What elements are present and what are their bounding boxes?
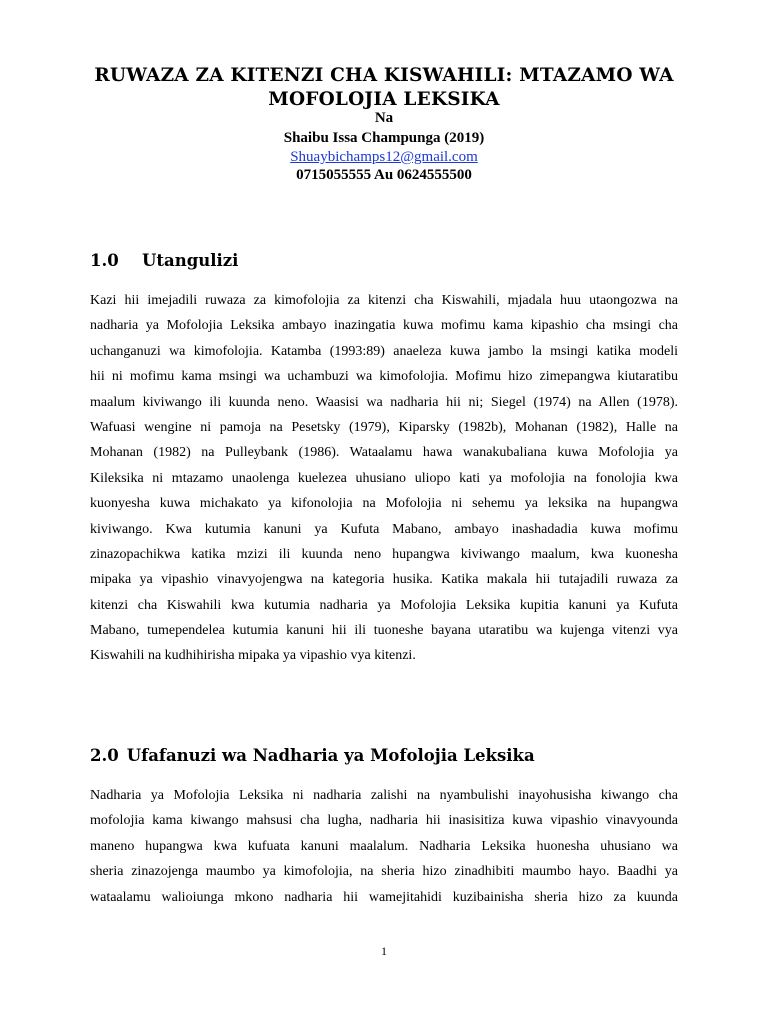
paragraph-line: nadharia ya Mofolojia Leksika ambayo inazingatia kuwa mofimu kama kipashio cha msingi cha: [90, 318, 678, 334]
paragraph-line: maneno hupangwa kwa kufuata kanuni maalalum. Nadharia Leksika huonesha uhusiano wa: [90, 838, 678, 854]
author-email-line: [60, 149, 708, 166]
title-line-2: MOFOLOJIA LEKSIKA: [268, 89, 500, 110]
paragraph-line: Kileksika ni mtazamo unaolenga kuelezea uhusiano uliopo kati ya mofolojia na fonolojia kwa: [90, 470, 678, 486]
author-email-link[interactable]: Shuaybichamps12@gmail.com: [290, 149, 478, 165]
author-phone: 0715055555 Au 0624555500: [296, 167, 472, 183]
paragraph-line: wataalamu walioiunga mkono nadharia hii wamejitahidi kuzibainisha sheria hizo za kuunda: [90, 889, 678, 905]
paragraph-line: kiviwango. Kwa kutumia kanuni ya Kufuta Mabano, ambayo inashadadia kuwa mofimu: [90, 521, 678, 537]
paragraph-line: zinazopachikwa katika mzizi ili kuunda neno hupangwa kiviwango maalum, kwa kuonesha: [90, 546, 678, 562]
paragraph-line: uchanganuzi wa kimofolojia. Katamba (1993:89) anaeleza kuwa jambo la msingi katika modeli: [90, 343, 678, 359]
section-2-title: Ufafanuzi wa Nadharia ya Mofolojia Leksika: [126, 746, 535, 765]
paragraph-line: kitenzi cha Kiswahili kwa kutumia nadharia ya Mofolojia Leksika kupitia kanuni ya Kufuta: [90, 597, 678, 613]
paragraph-line: Kiswahili na kudhihirisha mipaka ya vipashio vya kitenzi.: [90, 648, 416, 664]
paragraph-line: Nadharia ya Mofolojia Leksika ni nadharia zalishi na nyambulishi inayohusisha kiwango cha: [90, 788, 678, 803]
section-2-paragraph: [90, 783, 678, 910]
section-2-heading: [90, 746, 535, 766]
section-1-number: 1.0: [90, 251, 119, 270]
section-2-number-rest: .0: [101, 746, 119, 765]
paragraph-line: sheria zinazojenga maumbo ya kimofolojia, na sheria hizo zinadhibiti maumbo hayo. Baadhi ya: [90, 864, 678, 880]
paragraph-line: mipaka ya vipashio vinavyojengwa na kategoria husika. Katika makala hii tutajadili ruwaza za: [90, 572, 678, 588]
author-name: Shaibu Issa Champunga (2019): [283, 130, 485, 146]
document-title: [60, 64, 708, 112]
paragraph-line: Wafuasi wengine ni pamoja na Pesetsky (1979), Kiparsky (1982b), Mohanan (1982), Halle na: [90, 419, 678, 435]
paragraph-line: hii ni mofimu kama msingi wa uchambuzi wa kimofolojia. Mofimu hizo zimepangwa kiutaratibu: [90, 369, 678, 385]
paragraph-line: maalum kiviwango ili kuunda neno. Waasisi wa nadharia hii ni; Siegel (1974) na Allen (1978).: [90, 394, 678, 410]
paragraph-line: mofolojia kama kiwango mahsusi cha lugha, nadharia hii inasisitiza kuwa vipashio vinavyounda: [90, 813, 678, 829]
section-2-number-major: 2: [90, 746, 102, 765]
paragraph-line: kuonyesha kuwa michakato ya kifonolojia na Mofolojia ni sehemu ya leksika na hupangwa: [90, 496, 678, 512]
paragraph-line: Kazi hii imejadili ruwaza za kimofolojia za kitenzi cha Kiswahili, mjadala huu utaongozwa na: [90, 293, 678, 308]
section-1-heading: [90, 251, 238, 271]
paragraph-line: Mabano, tumependelea kutumia kanuni hii ili tuoneshe bayana utaratibu wa kujenga vitenzi vya: [90, 623, 678, 639]
paragraph-line: Mohanan (1982) na Pulleybank (1986). Wataalamu hawa wanakubaliana kuwa Mofolojia ya: [90, 445, 678, 461]
title-line-1: RUWAZA ZA KITENZI CHA KISWAHILI: MTAZAMO WA: [94, 65, 674, 86]
section-1-paragraph: [90, 288, 678, 669]
page-number: 1: [381, 944, 387, 958]
byline-na: Na: [374, 110, 394, 126]
section-1-title: Utangulizi: [142, 251, 239, 270]
